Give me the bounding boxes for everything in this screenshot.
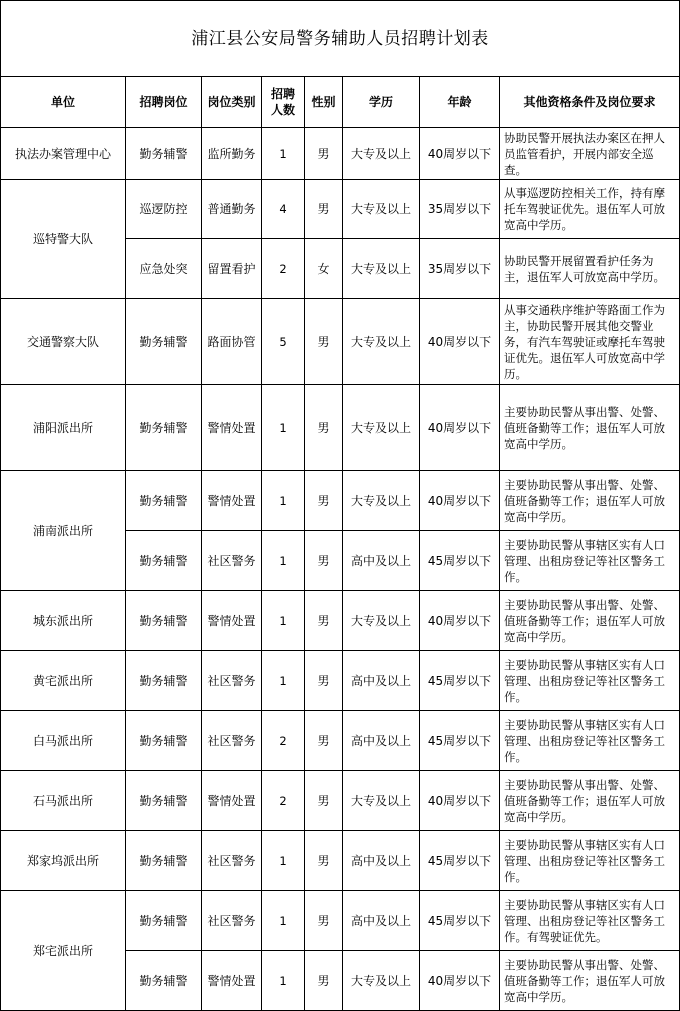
table-row <box>1 591 680 651</box>
cell-age: 40周岁以下 <box>420 471 500 531</box>
cell-post: 勤务辅警 <box>126 385 202 471</box>
cell-unit: 浦阳派出所 <box>1 385 126 471</box>
header-count-line2: 人数 <box>270 103 295 117</box>
cell-post: 巡逻防控 <box>126 180 202 239</box>
cell-education: 大专及以上 <box>343 771 420 831</box>
cell-requirements: 主要协助民警从事出警、处警、值班备勤等工作；退伍军人可放宽高中学历。 <box>500 951 680 1011</box>
cell-education: 大专及以上 <box>343 128 420 180</box>
cell-gender: 男 <box>305 831 343 891</box>
cell-education: 高中及以上 <box>343 891 420 951</box>
table-row <box>1 471 680 531</box>
cell-unit: 郑家坞派出所 <box>1 831 126 891</box>
cell-age: 45周岁以下 <box>420 891 500 951</box>
cell-count: 1 <box>262 385 305 471</box>
cell-count: 1 <box>262 651 305 711</box>
cell-count: 5 <box>262 299 305 385</box>
cell-gender: 男 <box>305 180 343 239</box>
cell-gender: 男 <box>305 299 343 385</box>
cell-unit: 郑宅派出所 <box>1 891 126 1011</box>
cell-post: 勤务辅警 <box>126 891 202 951</box>
cell-count: 1 <box>262 891 305 951</box>
cell-gender: 男 <box>305 651 343 711</box>
cell-category: 警情处置 <box>202 951 262 1011</box>
cell-requirements: 从事交通秩序维护等路面工作为主，协助民警开展其他交警业务，有汽车驾驶证或摩托车驾驶证优先。退伍军人可放宽高中学历。 <box>500 299 680 385</box>
cell-requirements: 主要协助民警从事辖区实有人口管理、出租房登记等社区警务工作。 <box>500 711 680 771</box>
cell-category: 社区警务 <box>202 831 262 891</box>
cell-age: 45周岁以下 <box>420 831 500 891</box>
cell-category: 社区警务 <box>202 891 262 951</box>
page-title: 浦江县公安局警务辅助人员招聘计划表 <box>1 1 680 77</box>
cell-post: 勤务辅警 <box>126 531 202 591</box>
cell-post: 勤务辅警 <box>126 471 202 531</box>
cell-requirements: 主要协助民警从事出警、处警、值班备勤等工作；退伍军人可放宽高中学历。 <box>500 771 680 831</box>
cell-post: 勤务辅警 <box>126 951 202 1011</box>
cell-education: 大专及以上 <box>343 299 420 385</box>
cell-unit: 城东派出所 <box>1 591 126 651</box>
cell-gender: 男 <box>305 951 343 1011</box>
header-age: 年龄 <box>420 77 500 128</box>
header-category: 岗位类别 <box>202 77 262 128</box>
cell-age: 40周岁以下 <box>420 385 500 471</box>
cell-count: 1 <box>262 531 305 591</box>
table-row <box>1 771 680 831</box>
cell-requirements: 主要协助民警从事辖区实有人口管理、出租房登记等社区警务工作。有驾驶证优先。 <box>500 891 680 951</box>
cell-age: 35周岁以下 <box>420 180 500 239</box>
header-gender: 性别 <box>305 77 343 128</box>
cell-requirements: 主要协助民警从事出警、处警、值班备勤等工作；退伍军人可放宽高中学历。 <box>500 385 680 471</box>
cell-unit: 白马派出所 <box>1 711 126 771</box>
cell-age: 45周岁以下 <box>420 711 500 771</box>
cell-unit: 浦南派出所 <box>1 471 126 591</box>
cell-gender: 女 <box>305 239 343 299</box>
cell-age: 40周岁以下 <box>420 591 500 651</box>
cell-category: 警情处置 <box>202 591 262 651</box>
cell-unit: 黄宅派出所 <box>1 651 126 711</box>
header-row <box>1 77 680 128</box>
cell-requirements: 从事巡逻防控相关工作，持有摩托车驾驶证优先。退伍军人可放宽高中学历。 <box>500 180 680 239</box>
cell-post: 勤务辅警 <box>126 711 202 771</box>
cell-post: 勤务辅警 <box>126 591 202 651</box>
cell-unit: 交通警察大队 <box>1 299 126 385</box>
cell-post: 应急处突 <box>126 239 202 299</box>
header-requirements: 其他资格条件及岗位要求 <box>500 77 680 128</box>
table-row <box>1 385 680 471</box>
table-row <box>1 651 680 711</box>
cell-category: 警情处置 <box>202 771 262 831</box>
cell-unit: 巡特警大队 <box>1 180 126 299</box>
cell-age: 40周岁以下 <box>420 299 500 385</box>
cell-education: 大专及以上 <box>343 591 420 651</box>
header-count <box>262 77 305 128</box>
cell-category: 路面协管 <box>202 299 262 385</box>
cell-count: 2 <box>262 239 305 299</box>
cell-education: 大专及以上 <box>343 951 420 1011</box>
cell-category: 普通勤务 <box>202 180 262 239</box>
cell-category: 监所勤务 <box>202 128 262 180</box>
table-row <box>1 711 680 771</box>
cell-post: 勤务辅警 <box>126 128 202 180</box>
cell-education: 大专及以上 <box>343 180 420 239</box>
header-count-line1: 招聘 <box>270 87 295 101</box>
cell-education: 高中及以上 <box>343 711 420 771</box>
cell-age: 40周岁以下 <box>420 128 500 180</box>
cell-education: 高中及以上 <box>343 831 420 891</box>
cell-gender: 男 <box>305 531 343 591</box>
cell-gender: 男 <box>305 471 343 531</box>
cell-count: 4 <box>262 180 305 239</box>
cell-education: 大专及以上 <box>343 471 420 531</box>
cell-count: 2 <box>262 711 305 771</box>
cell-age: 45周岁以下 <box>420 531 500 591</box>
cell-gender: 男 <box>305 385 343 471</box>
cell-unit: 执法办案管理中心 <box>1 128 126 180</box>
cell-requirements: 协助民警开展留置看护任务为主，退伍军人可放宽高中学历。 <box>500 239 680 299</box>
cell-gender: 男 <box>305 771 343 831</box>
cell-post: 勤务辅警 <box>126 299 202 385</box>
cell-count: 1 <box>262 128 305 180</box>
cell-category: 社区警务 <box>202 651 262 711</box>
cell-count: 1 <box>262 951 305 1011</box>
cell-gender: 男 <box>305 891 343 951</box>
title-row <box>1 1 680 77</box>
cell-age: 40周岁以下 <box>420 771 500 831</box>
cell-requirements: 主要协助民警从事出警、处警、值班备勤等工作；退伍军人可放宽高中学历。 <box>500 471 680 531</box>
cell-requirements: 协助民警开展执法办案区在押人员监管看护，开展内部安全巡查。 <box>500 128 680 180</box>
header-unit: 单位 <box>1 77 126 128</box>
cell-unit: 石马派出所 <box>1 771 126 831</box>
cell-category: 社区警务 <box>202 531 262 591</box>
cell-count: 1 <box>262 471 305 531</box>
table-row <box>1 299 680 385</box>
header-post: 招聘岗位 <box>126 77 202 128</box>
cell-age: 35周岁以下 <box>420 239 500 299</box>
cell-gender: 男 <box>305 128 343 180</box>
table-row <box>1 831 680 891</box>
cell-category: 警情处置 <box>202 471 262 531</box>
cell-gender: 男 <box>305 711 343 771</box>
cell-post: 勤务辅警 <box>126 831 202 891</box>
cell-requirements: 主要协助民警从事辖区实有人口管理、出租房登记等社区警务工作。 <box>500 651 680 711</box>
cell-education: 大专及以上 <box>343 385 420 471</box>
cell-count: 2 <box>262 771 305 831</box>
cell-post: 勤务辅警 <box>126 651 202 711</box>
cell-education: 高中及以上 <box>343 531 420 591</box>
cell-requirements: 主要协助民警从事辖区实有人口管理、出租房登记等社区警务工作。 <box>500 531 680 591</box>
cell-category: 警情处置 <box>202 385 262 471</box>
cell-gender: 男 <box>305 591 343 651</box>
table-row <box>1 891 680 951</box>
cell-requirements: 主要协助民警从事辖区实有人口管理、出租房登记等社区警务工作。 <box>500 831 680 891</box>
table-row <box>1 180 680 239</box>
cell-category: 留置看护 <box>202 239 262 299</box>
cell-education: 高中及以上 <box>343 651 420 711</box>
cell-education: 大专及以上 <box>343 239 420 299</box>
cell-age: 45周岁以下 <box>420 651 500 711</box>
table-row <box>1 128 680 180</box>
cell-post: 勤务辅警 <box>126 771 202 831</box>
cell-count: 1 <box>262 831 305 891</box>
cell-category: 社区警务 <box>202 711 262 771</box>
cell-requirements: 主要协助民警从事出警、处警、值班备勤等工作；退伍军人可放宽高中学历。 <box>500 591 680 651</box>
header-education: 学历 <box>343 77 420 128</box>
cell-age: 40周岁以下 <box>420 951 500 1011</box>
cell-count: 1 <box>262 591 305 651</box>
